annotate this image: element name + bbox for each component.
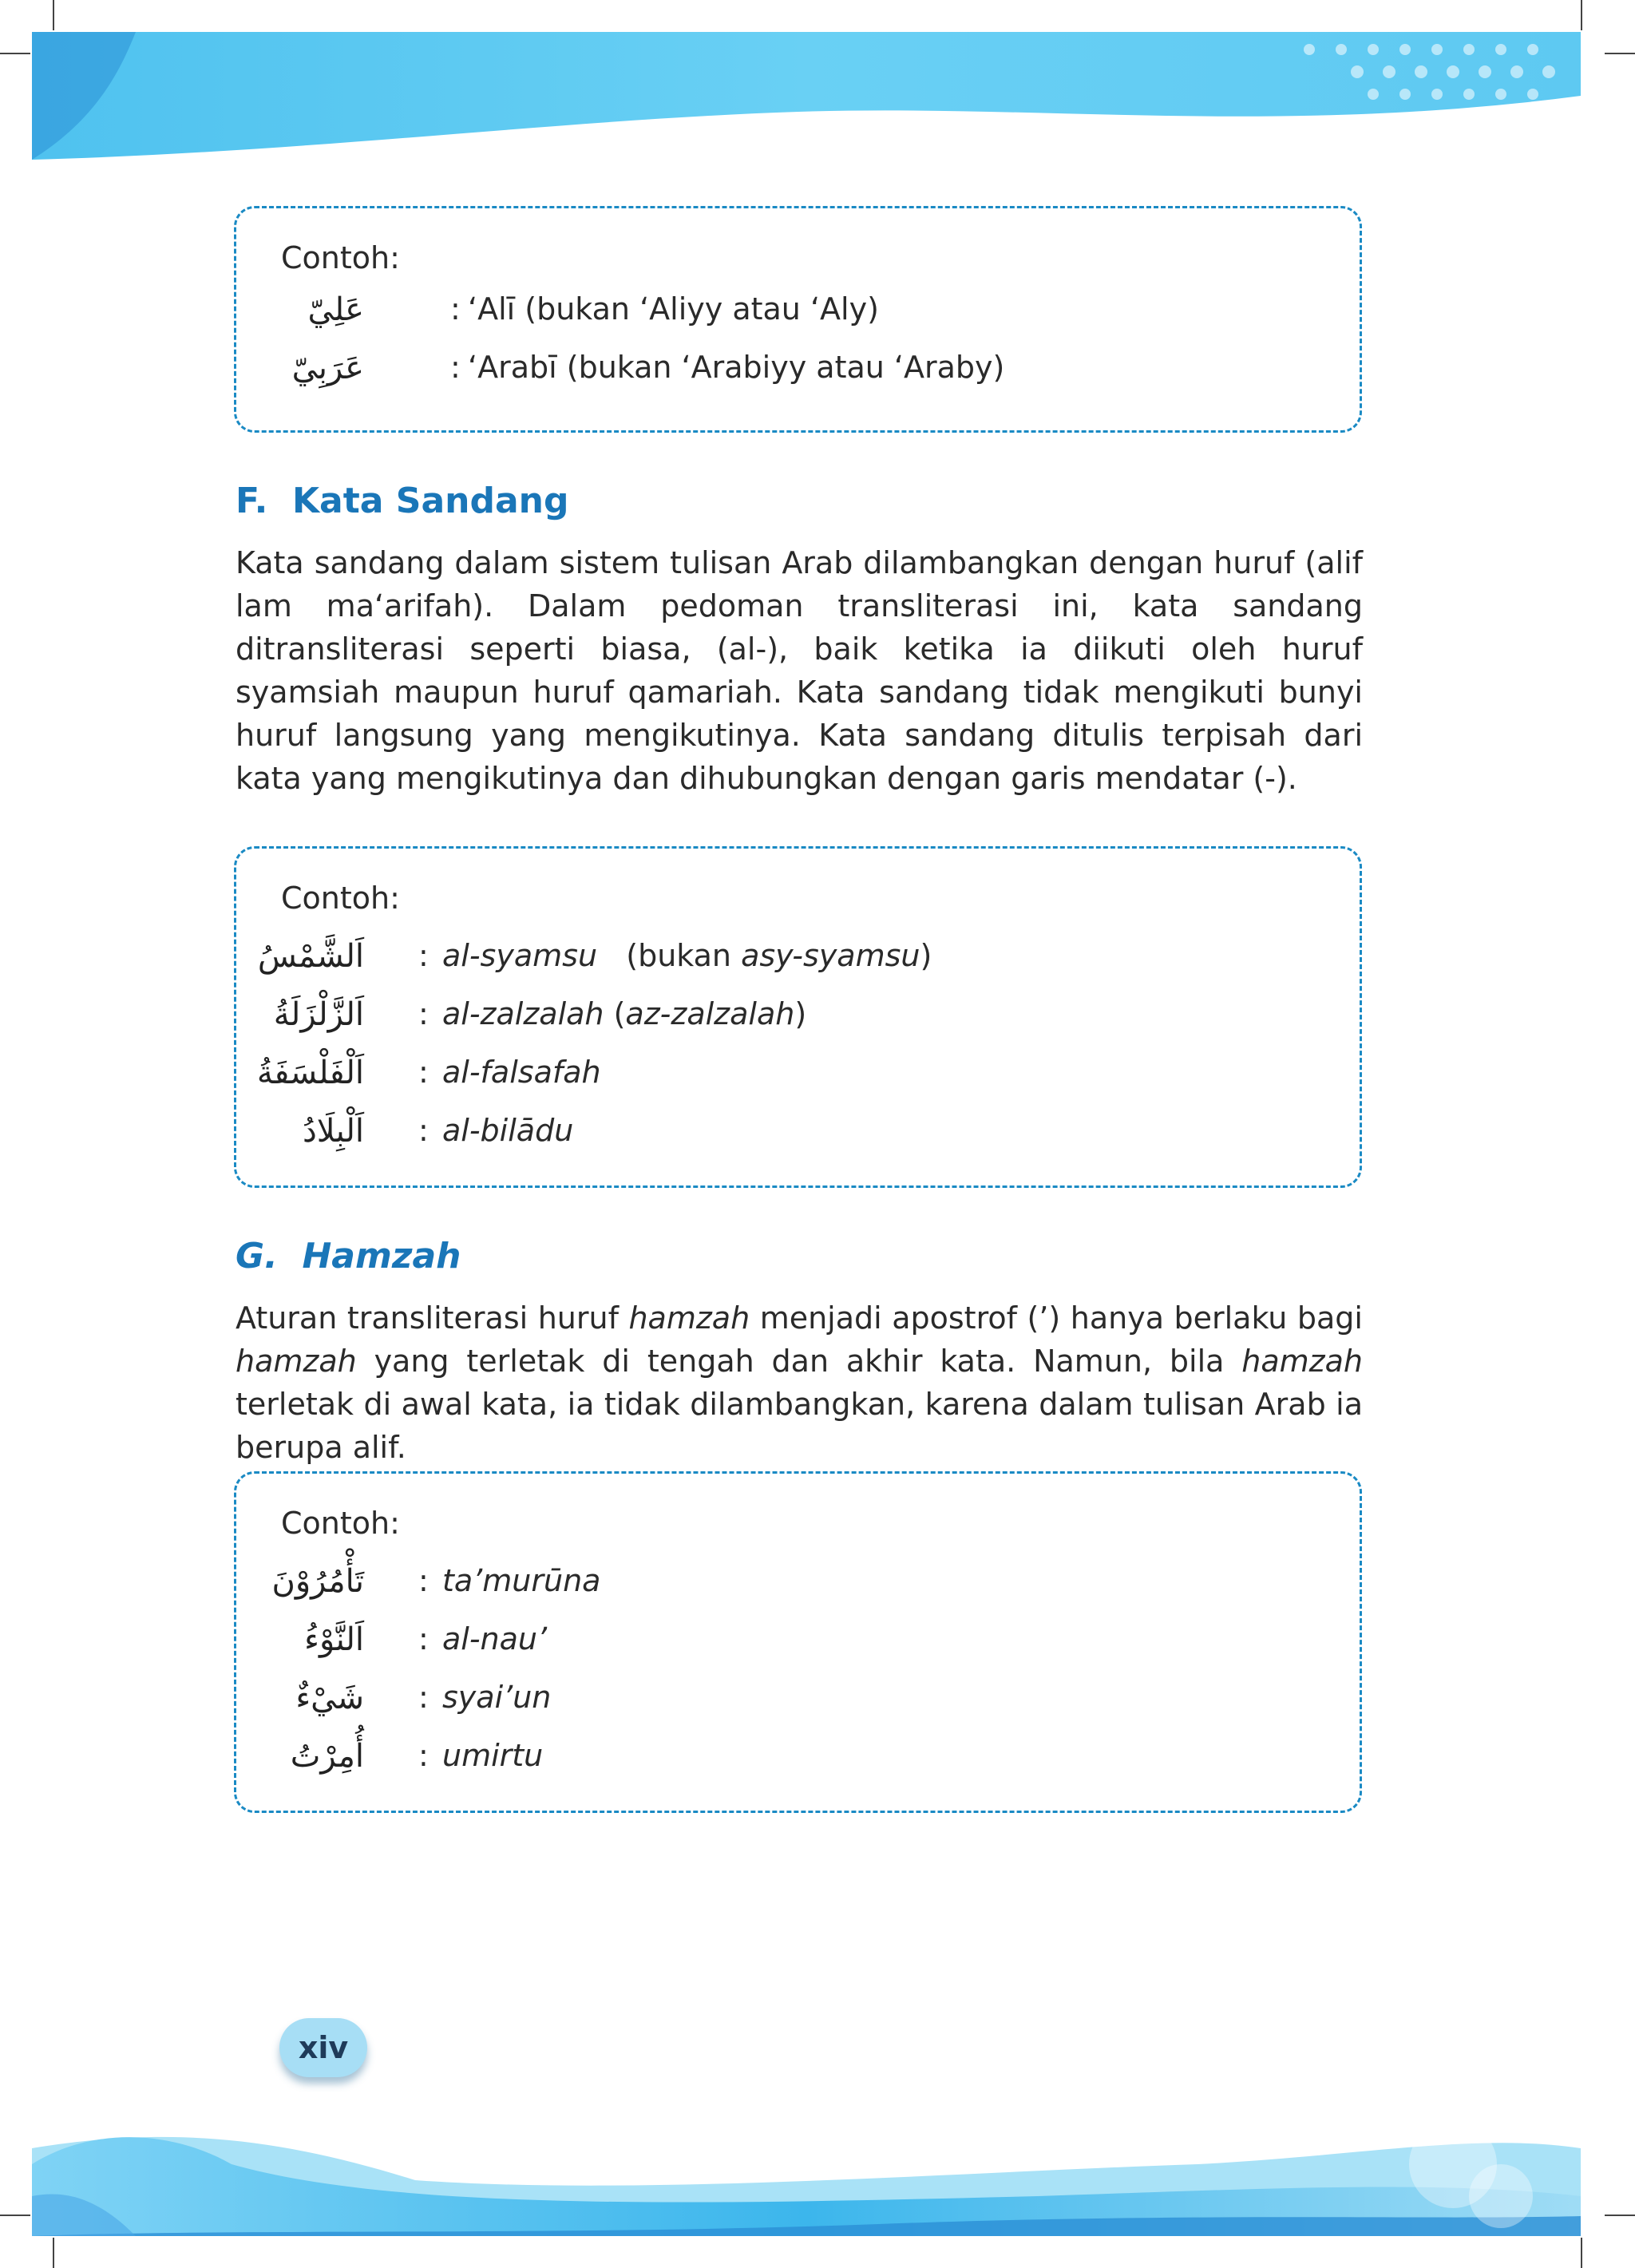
transliteration-part: ta’murūna [442,1563,601,1598]
paragraph-part: Aturan transliterasi huruf [236,1300,629,1336]
bottom-banner [0,2076,1635,2268]
transliteration [468,291,879,327]
transliteration-part: ( [604,996,626,1031]
transliteration [442,1621,547,1656]
example-label: Contoh: [281,240,400,275]
section-g-paragraph [236,1296,1363,1469]
transliteration-part: al-zalzalah [442,996,604,1031]
arabic-word: عَلِيّ [307,291,364,328]
example-row [236,1680,1360,1728]
transliteration-part: umirtu [442,1738,544,1773]
transliteration [442,1680,551,1715]
transliteration-part: az-zalzalah [625,996,795,1031]
top-banner [0,0,1635,168]
example-box-kata-sandang [234,846,1362,1188]
paragraph-part: hamzah [236,1344,357,1379]
transliteration [442,1055,601,1090]
transliteration [442,1563,600,1598]
paragraph-part: yang terletak di tengah dan akhir kata. Namun, bila [356,1344,1242,1379]
example-box-ya [234,206,1362,433]
section-heading-f [236,481,569,521]
transliteration-part: ) [794,996,807,1031]
example-label: Contoh: [281,1506,400,1541]
arabic-word: اَلزَّلْزَلَةُ [273,996,364,1033]
example-row [236,1563,1360,1611]
transliteration-part: al-falsafah [442,1055,601,1090]
transliteration [442,996,806,1031]
transliteration-part: syai’un [442,1680,552,1715]
transliteration [442,938,932,973]
transliteration-part: (bukan [597,938,742,973]
example-row [236,1055,1360,1102]
page-number: xiv [279,2018,367,2077]
separator-colon: : [450,291,461,327]
example-row [236,1738,1360,1786]
transliteration-part: ‘Alī (bukan ‘Aliyy atau ‘Aly) [468,291,879,327]
transliteration-part: al-bilādu [442,1113,574,1148]
arabic-word: أُمِرْتُ [290,1738,364,1775]
separator-colon: : [450,350,461,385]
transliteration-part: ‘Arabī (bukan ‘Arabiyy atau ‘Araby) [468,350,1005,385]
paragraph-part: hamzah [628,1300,750,1336]
arabic-word: اَلْفَلْسَفَةُ [256,1055,364,1091]
arabic-word: اَلنَّوْءُ [304,1621,364,1658]
example-row [236,291,1360,339]
arabic-word: اَلشَّمْسُ [257,938,364,975]
transliteration-part: asy-syamsu [741,938,920,973]
transliteration [468,350,1004,385]
example-row [236,996,1360,1044]
paragraph-part: hamzah [1241,1344,1363,1379]
example-box-hamzah [234,1471,1362,1813]
example-row [236,1113,1360,1161]
section-heading-g [236,1236,461,1276]
section-letter: F. [236,481,268,521]
separator-colon: : [418,1055,429,1090]
separator-colon: : [418,1621,429,1656]
section-letter: G. [236,1236,278,1276]
separator-colon: : [418,996,429,1031]
example-label: Contoh: [281,881,400,916]
transliteration-part: al-syamsu [442,938,598,973]
arabic-word: تَأْمُرُوْنَ [271,1563,364,1600]
paragraph-part: menjadi apostrof (’) hanya berlaku bagi [750,1300,1363,1336]
transliteration [442,1738,543,1773]
example-row [236,350,1360,398]
separator-colon: : [418,1738,429,1773]
arabic-word: عَرَبِيّ [291,350,364,386]
separator-colon: : [418,1113,429,1148]
transliteration-part: ) [920,938,932,973]
arabic-word: شَيْءٌ [295,1680,364,1716]
section-title: Kata Sandang [291,481,569,521]
arabic-word: اَلْبِلَادُ [302,1113,364,1150]
paragraph-part: terletak di awal kata, ia tidak dilambangkan, karena dalam tulisan Arab ia berupa alif. [236,1387,1363,1465]
transliteration-part: al-nau’ [442,1621,548,1656]
section-title: Hamzah [302,1236,461,1276]
section-f-paragraph: Kata sandang dalam sistem tulisan Arab dilambangkan dengan huruf (alif lam ma‘arifah). Dalam pedoman transliterasi ini, kata sandang ditransliterasi seperti biasa, (al-), baik ketika ia diikuti oleh huruf syamsiah maupun huruf qamariah. Kata sandang tidak mengikuti bunyi huruf langsung yang mengikutinya. Kata sandang ditulis terpisah dari kata yang mengikutinya dan dihubungkan dengan garis mendatar (-). [236,545,1363,796]
example-row [236,1621,1360,1669]
separator-colon: : [418,1680,429,1715]
separator-colon: : [418,1563,429,1598]
transliteration [442,1113,573,1148]
example-row [236,938,1360,986]
separator-colon: : [418,938,429,973]
